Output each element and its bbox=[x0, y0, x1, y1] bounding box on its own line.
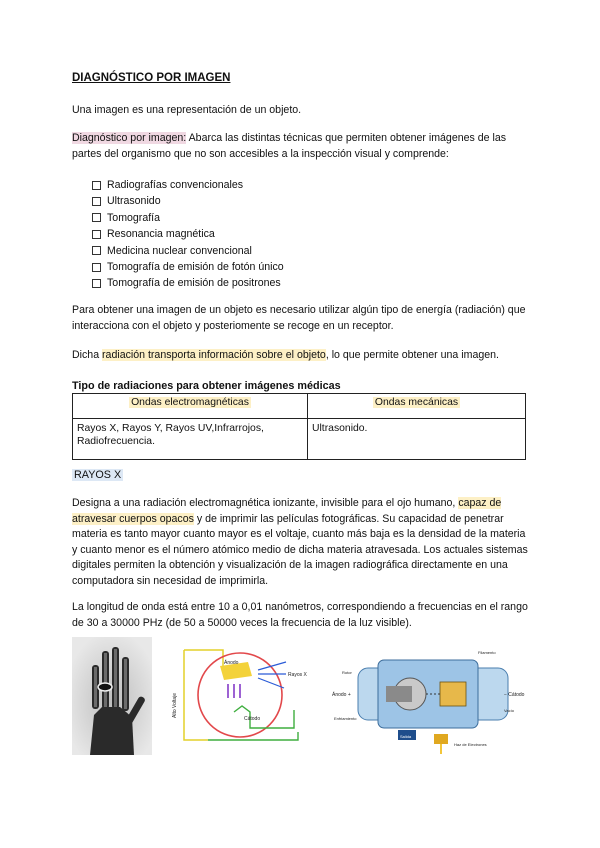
hand-xray-image bbox=[72, 637, 152, 755]
xray-tube-schematic bbox=[168, 640, 318, 750]
checkbox-icon bbox=[92, 197, 101, 206]
intro-paragraph: Una imagen es una representación de un objeto. bbox=[72, 104, 302, 116]
haz-label: Haz de Electrones bbox=[454, 742, 487, 747]
dicha-paragraph: Dicha radiación transporta información sobre el objeto, lo que permite obtener una imagen. bbox=[72, 349, 499, 361]
checkbox-icon bbox=[92, 279, 101, 288]
list-item: Medicina nuclear convencional bbox=[92, 243, 284, 259]
rotor-label: Rotor bbox=[342, 670, 352, 675]
checkbox-icon bbox=[92, 263, 101, 272]
list-item: Tomografía bbox=[92, 210, 284, 226]
xray-highlight: capaz de atravesar cuerpos opacos bbox=[72, 497, 502, 525]
alto-voltaje-label: Alto Voltaje bbox=[172, 692, 178, 718]
list-item: Tomografía de emisión de fotón único bbox=[92, 259, 284, 275]
catodo-label: Cátodo bbox=[244, 716, 261, 722]
energy-paragraph: Para obtener una imagen de un objeto es necesario utilizar algún tipo de energía (radiación) que interacciona con el objeto y posteriomente se recoge en un receptor. bbox=[72, 304, 526, 332]
table-header-cell: Ondas electromagnéticas bbox=[73, 394, 308, 419]
anodo-label: Ánodo bbox=[224, 660, 239, 666]
techniques-list bbox=[92, 177, 284, 292]
checkbox-icon bbox=[92, 230, 101, 239]
enfriamiento-label: Enfriamiento bbox=[334, 716, 357, 721]
filamento-label: Filamento bbox=[478, 650, 496, 655]
catodo-minus-label: − Cátodo bbox=[504, 692, 525, 698]
rotating-anode-tube-diagram bbox=[328, 638, 536, 756]
section-heading: RAYOS X bbox=[74, 469, 122, 481]
page-title: DIAGNÓSTICO POR IMAGEN bbox=[72, 72, 231, 84]
diagnosis-text: Abarca las distintas técnicas que permiten obtener imágenes de las partes del organismo que no son accesibles a la inspección visual y comprende: bbox=[72, 132, 507, 160]
dicha-highlight: radiación transporta información sobre el objeto bbox=[102, 349, 326, 361]
list-item: Resonancia magnética bbox=[92, 226, 284, 242]
diagnosis-paragraph bbox=[72, 131, 532, 162]
checkbox-icon bbox=[92, 213, 101, 222]
list-item: Radiografías convencionales bbox=[92, 177, 284, 193]
xray-paragraph: Designa a una radiación electromagnética ionizante, invisible para el ojo humano, capaz de atravesar cuerpos opacos y de imprimir las películas fotográficas. Su capacidad de penetrar materia es tanto mayor cuanto mayor es el voltaje, cuanto más baja es la densidad de la materia y cuanto menor es el número atómico medio de dicha materia atravesada. Los actuales sistemas digitales permiten la obtención y visualización de la imagen radiográfica directamente en una computadora sin necesidad de imprimirla. bbox=[72, 497, 528, 587]
radiation-table bbox=[72, 393, 526, 460]
table-cell: Rayos X, Rayos Y, Rayos UV,Infrarrojos, Radiofrecuencia. bbox=[73, 419, 308, 460]
wavelength-paragraph: La longitud de onda está entre 10 a 0,01 nanómetros, correspondiendo a frecuencias en el rango de 30 a 30000 PHz (de 50 a 50000 veces la frecuencia de la luz visible). bbox=[72, 601, 528, 629]
table-caption: Tipo de radiaciones para obtener imágenes médicas bbox=[72, 380, 341, 392]
list-item: Ultrasonido bbox=[92, 193, 284, 209]
rayosx-label: Rayos X bbox=[288, 672, 307, 678]
checkbox-icon bbox=[92, 181, 101, 190]
table-cell: Ultrasonido. bbox=[308, 419, 526, 460]
vacio-label: Vacío bbox=[504, 708, 514, 713]
table-header-cell: Ondas mecánicas bbox=[308, 394, 526, 419]
diagnosis-term: Diagnóstico por imagen: bbox=[72, 132, 187, 144]
anodo-plus-label: Ánodo + bbox=[332, 692, 351, 698]
salida-label: Salida bbox=[400, 734, 412, 739]
checkbox-icon bbox=[92, 246, 101, 255]
list-item: Tomografía de emisión de positrones bbox=[92, 275, 284, 291]
